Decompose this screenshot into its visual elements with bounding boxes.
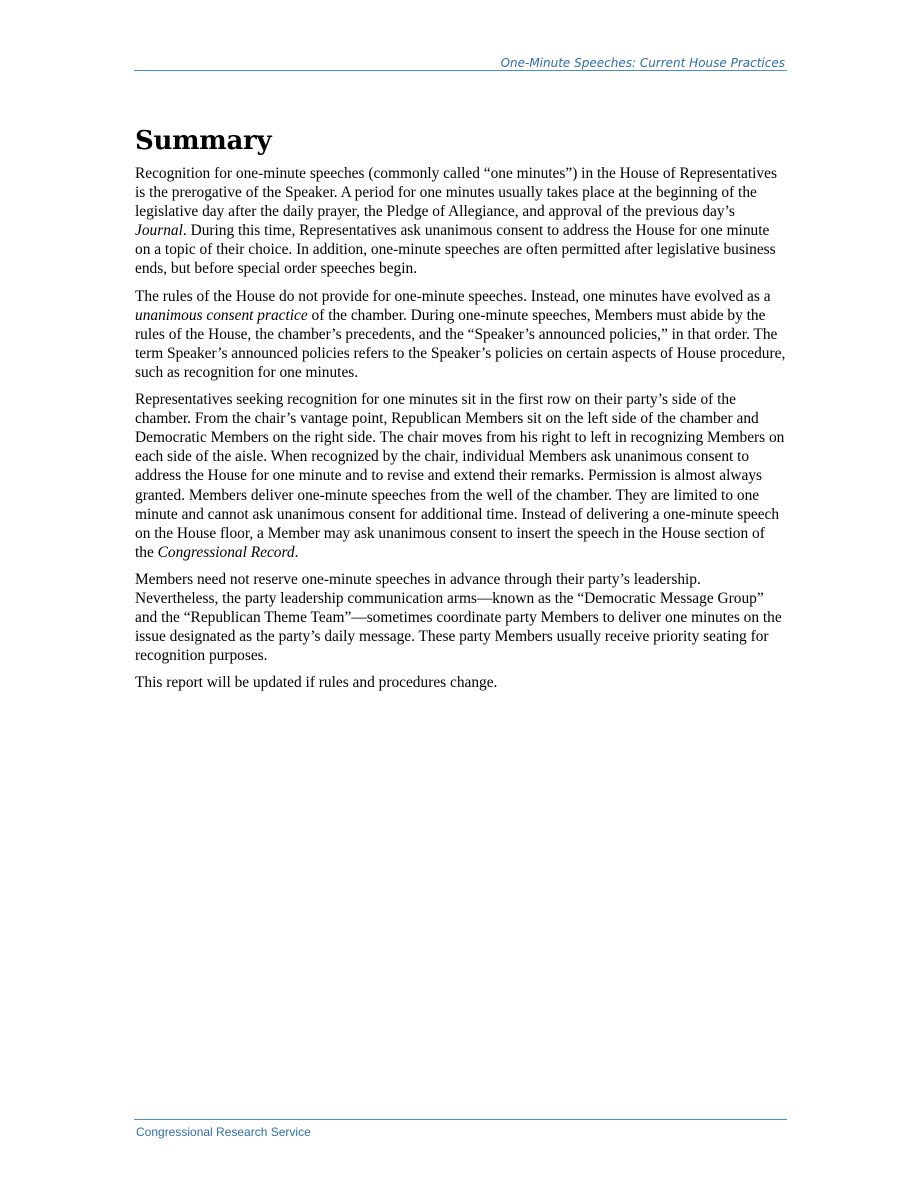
summary-heading: Summary (135, 126, 272, 156)
p3-text-a: Representatives seeking recognition for one minutes sit in the first row on their party’s side of the chamber. From the chair’s vantage point, Republican Members sit on the left side of the chamber and Democratic Members on the right side. The chair moves from his right to left in recognizing Members on each side of the aisle. When recognized by the chair, individual Members ask unanimous consent to address the House for one minute and to revise and extend their remarks. Permission is almost always granted. Members deliver one-minute speeches from the well of the chamber. They are limited to one minute and cannot ask unanimous consent for additional time. Instead of delivering a one-minute speech on the House floor, a Member may ask unanimous consent to insert the speech in the House section of the (135, 391, 785, 561)
p1-text-b: . During this time, Representatives ask unanimous consent to address the House for one minute on a topic of their choice. In addition, one-minute speeches are often permitted after legislative business ends, but before special order speeches begin. (135, 222, 776, 278)
summary-paragraph-5: This report will be updated if rules and procedures change. (135, 674, 498, 692)
summary-paragraph-2 (135, 287, 787, 382)
running-header-title: One-Minute Speeches: Current House Practices (500, 56, 785, 70)
unanimous-consent-practice-italic: unanimous consent practice (135, 306, 308, 324)
p2-text-b: of the chamber. During one-minute speeches, Members must abide by the rules of the House, the chamber’s precedents, and the “Speaker’s announced policies,” in that order. The term Speaker’s announced policies refers to the Speaker’s policies on certain aspects of House procedure, such as recognition for one minutes. (135, 306, 786, 381)
congressional-record-italic: Congressional Record (157, 543, 295, 561)
summary-paragraph-4: Members need not reserve one-minute speeches in advance through their party’s leadership. Nevertheless, the party leadership communication arms—known as the “Democratic Message Group” and the “Republican Theme Team”—sometimes coordinate party Members to deliver one minutes on the issue designated as the party’s daily message. These party Members usually receive priority seating for recognition purposes. (135, 570, 782, 665)
journal-italic: Journal (135, 222, 183, 240)
p3-text-b: . (294, 543, 299, 561)
p1-text-a: Recognition for one-minute speeches (commonly called “one minutes”) in the House of Representatives is the prerogative of the Speaker. A period for one minutes usually takes place at the beginning of the legislative day after the daily prayer, the Pledge of Allegiance, and approval of the previous day’s (135, 165, 777, 221)
summary-section (135, 124, 787, 700)
summary-paragraph-1 (135, 164, 787, 279)
summary-paragraph-3 (135, 390, 787, 562)
running-header (134, 54, 787, 71)
footer-org: Congressional Research Service (136, 1125, 311, 1139)
p2-text-a: The rules of the House do not provide for one-minute speeches. Instead, one minutes have evolved as a (135, 287, 771, 305)
page-footer (134, 1119, 787, 1141)
